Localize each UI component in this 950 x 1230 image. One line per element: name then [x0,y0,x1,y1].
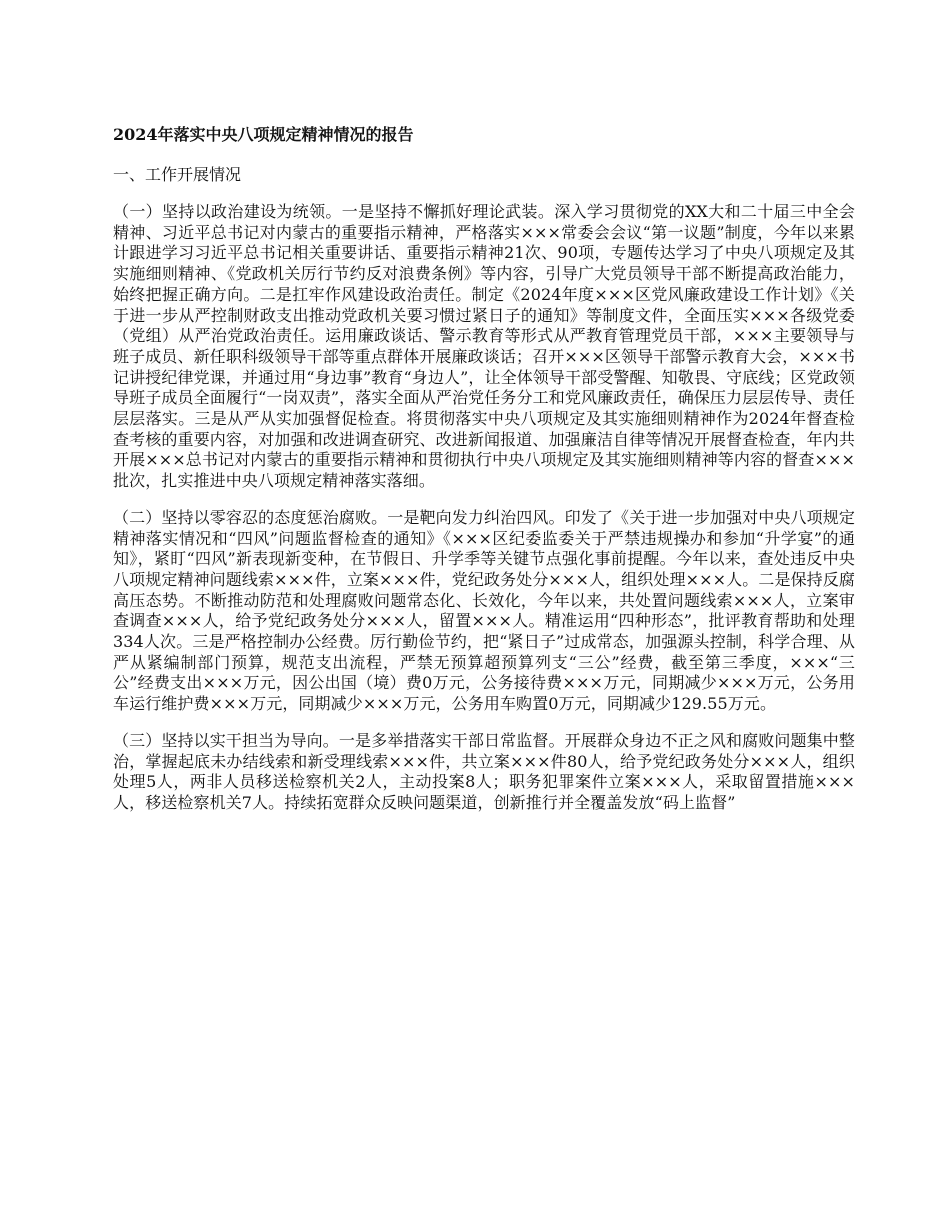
paragraph-2: （二）坚持以零容忍的态度惩治腐败。一是靶向发力纠治四风。印发了《关于进一步加强对中央八项规定精神落实情况和“四风”问题监督检查的通知》《×××区纪委监委关于严禁违规操办和参加“升学宴”的通知》，紧盯“四风”新表现新变种，在节假日、升学季等关键节点强化事前提醒。今年以来，查处违反中央八项规定精神问题线索×××件，立案×××件，党纪政务处分×××人，组织处理×××人。二是保持反腐高压态势。不断推动防范和处理腐败问题常态化、长效化，今年以来，共处置问题线索×××人，立案审查调查×××人，给予党纪政务处分×××人，留置×××人。精准运用“四种形态”，批评教育帮助和处理334人次。三是严格控制办公经费。厉行勤俭节约，把“紧日子”过成常态，加强源头控制，科学合理、从严从紧编制部门预算，规范支出流程，严禁无预算超预算列支“三公”经费，截至第三季度，×××“三公”经费支出×××万元，因公出国（境）费0万元，公务接待费×××万元，同期减少×××万元，公务用车运行维护费×××万元，同期减少×××万元，公务用车购置0万元，同期减少129.55万元。 [113,507,855,714]
section-heading: 一、工作开展情况 [113,165,242,184]
document-title: 2024年落实中央八项规定精神情况的报告 [113,125,414,144]
paragraph-1: （一）坚持以政治建设为统领。一是坚持不懈抓好理论武装。深入学习贯彻党的XX大和二十届三中全会精神、习近平总书记对内蒙古的重要指示精神，严格落实×××常委会会议“第一议题”制度，今年以来累计跟进学习习近平总书记相关重要讲话、重要指示精神21次、90项，专题传达学习了中央八项规定及其实施细则精神、《党政机关厉行节约反对浪费条例》等内容，引导广大党员领导干部不断提高政治能力，始终把握正确方向。二是扛牢作风建设政治责任。制定《2024年度×××区党风廉政建设工作计划》《关于进一步从严控制财政支出推动党政机关要习惯过紧日子的通知》等制度文件，全面压实×××各级党委（党组）从严治党政治责任。运用廉政谈话、警示教育等形式从严教育管理党员干部，×××主要领导与班子成员、新任职科级领导干部等重点群体开展廉政谈话；召开×××区领导干部警示教育大会，×××书记讲授纪律党课，并通过用“身边事”教育“身边人”，让全体领导干部受警醒、知敬畏、守底线；区党政领导班子成员全面履行“一岗双责”，落实全面从严治党任务分工和党风廉政责任，确保压力层层传导、责任层层落实。三是从严从实加强督促检查。将贯彻落实中央八项规定及其实施细则精神作为2024年督查检查考核的重要内容，对加强和改进调查研究、改进新闻报道、加强廉洁自律等情况开展督查检查，年内共开展×××总书记对内蒙古的重要指示精神和贯彻执行中央八项规定及其实施细则精神等内容的督查×××批次，扎实推进中央八项规定精神落实落细。 [113,202,855,491]
paragraph-3: （三）坚持以实干担当为导向。一是多举措落实干部日常监督。开展群众身边不正之风和腐败问题集中整治，掌握起底未办结线索和新受理线索×××件，共立案×××件80人，给予党纪政务处分×××人，组织处理5人，两非人员移送检察机关2人，主动投案8人；职务犯罪案件立案×××人，采取留置措施×××人，移送检察机关7人。持续拓宽群众反映问题渠道，创新推行并全覆盖发放“码上监督” [113,730,855,812]
document-page [113,124,855,830]
